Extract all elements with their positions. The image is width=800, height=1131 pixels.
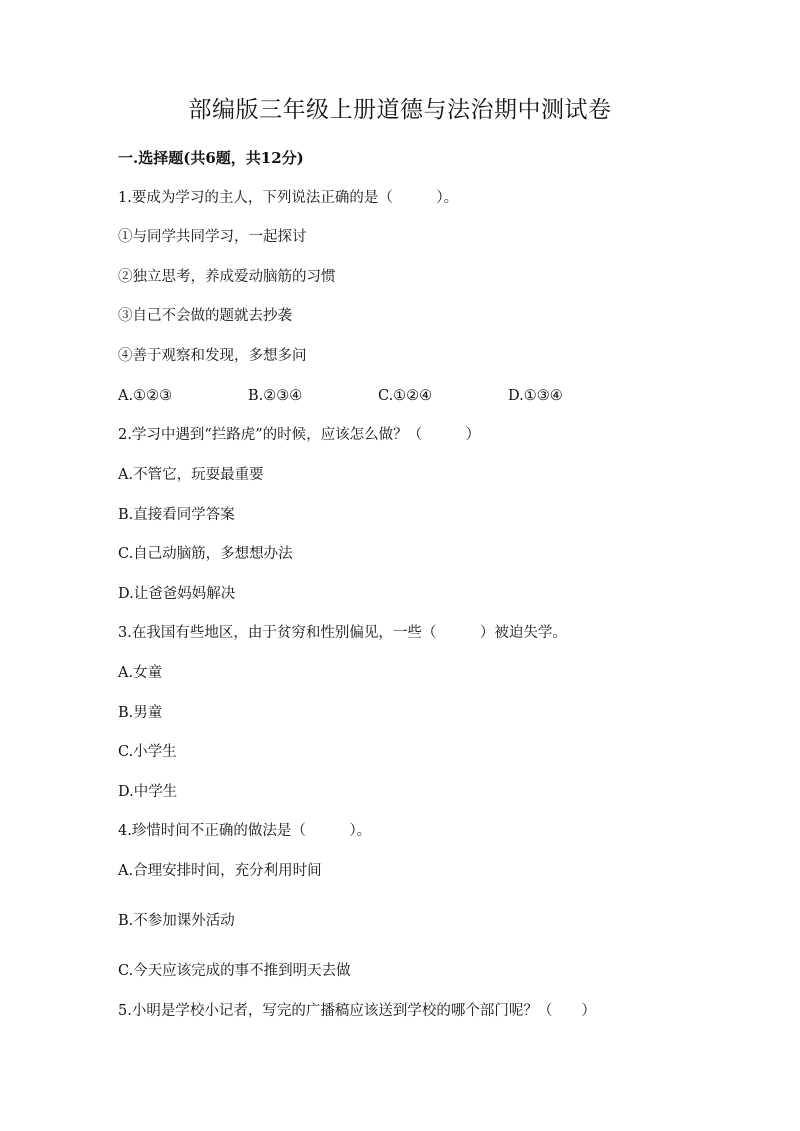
question-1-item-2: ②独立思考，养成爱动脑筋的习惯 bbox=[118, 269, 336, 285]
question-1-item-1: ①与同学共同学习，一起探讨 bbox=[118, 229, 307, 245]
section-heading: 一.选择题(共6题，共12分) bbox=[118, 149, 304, 167]
question-3-option-c: C.小学生 bbox=[118, 744, 177, 760]
question-3-option-d: D.中学生 bbox=[118, 784, 178, 800]
question-2-option-c: C.自己动脑筋，多想想办法 bbox=[118, 546, 293, 562]
question-1-item-4: ④善于观察和发现，多想多问 bbox=[118, 348, 307, 364]
question-4-option-a: A.合理安排时间，充分利用时间 bbox=[118, 863, 322, 879]
question-3-option-a: A.女童 bbox=[118, 665, 163, 681]
question-1-option-a: A.①②③ bbox=[118, 388, 173, 404]
question-1-option-b: B.②③④ bbox=[248, 388, 303, 404]
question-1-option-d: D.①③④ bbox=[508, 388, 563, 404]
question-1-option-c: C.①②④ bbox=[378, 388, 433, 404]
question-1-stem: 1.要成为学习的主人，下列说法正确的是（ ）。 bbox=[118, 190, 459, 206]
question-4-option-b: B.不参加课外活动 bbox=[118, 913, 235, 929]
page-title: 部编版三年级上册道德与法治期中测试卷 bbox=[188, 97, 612, 123]
question-1-item-3: ③自己不会做的题就去抄袭 bbox=[118, 308, 292, 324]
question-5-stem: 5.小明是学校小记者，写完的广播稿应该送到学校的哪个部门呢？（ ） bbox=[118, 1003, 596, 1019]
question-3-stem: 3.在我国有些地区，由于贫穷和性别偏见，一些（ ）被迫失学。 bbox=[118, 625, 567, 641]
question-2-stem: 2.学习中遇到“拦路虎”的时候，应该怎么做？（ ） bbox=[118, 427, 481, 443]
question-1-options bbox=[118, 385, 678, 407]
question-2-option-d: D.让爸爸妈妈解决 bbox=[118, 586, 236, 602]
question-4-option-c: C.今天应该完成的事不推到明天去做 bbox=[118, 963, 351, 979]
question-4-stem: 4.珍惜时间不正确的做法是（ ）。 bbox=[118, 823, 372, 839]
question-3-option-b: B.男童 bbox=[118, 705, 163, 721]
question-2-option-b: B.直接看同学答案 bbox=[118, 507, 235, 523]
question-2-option-a: A.不管它，玩耍最重要 bbox=[118, 467, 264, 483]
